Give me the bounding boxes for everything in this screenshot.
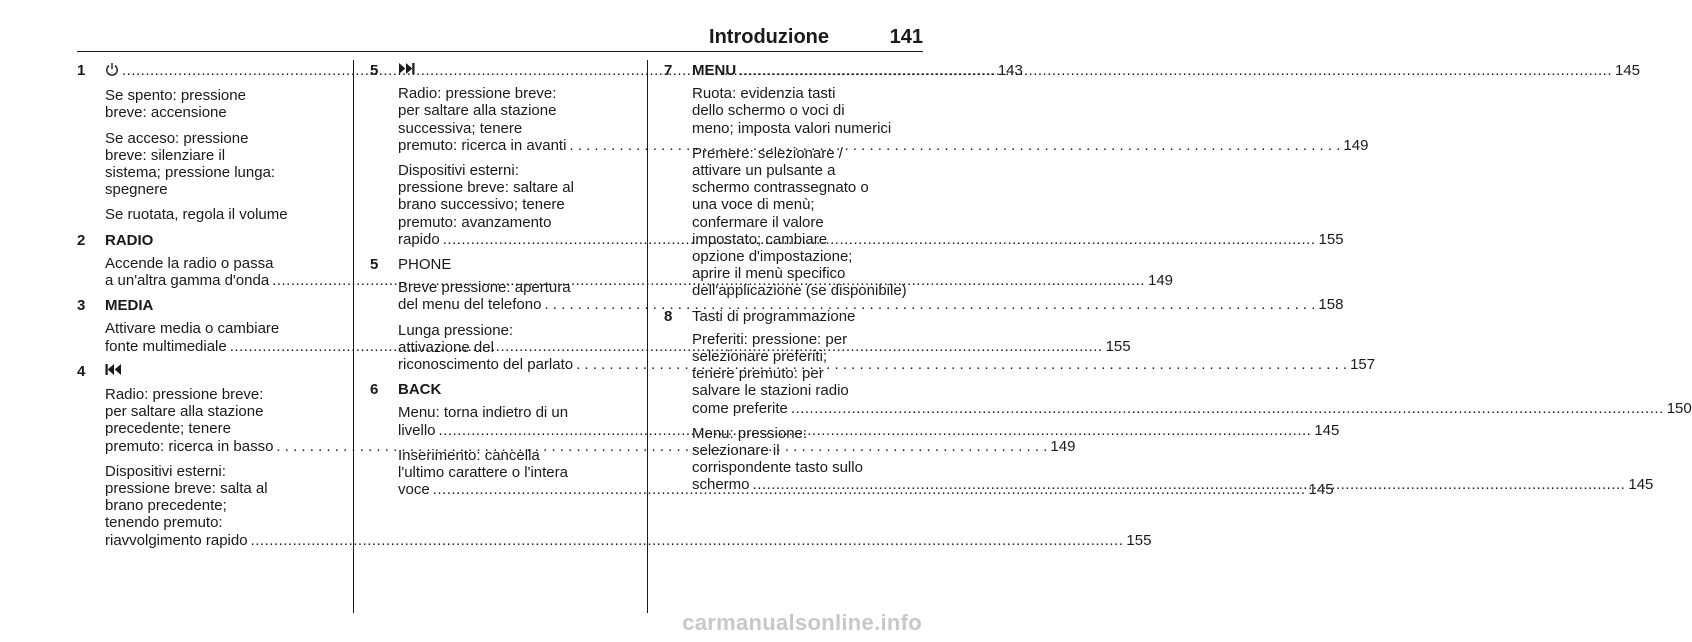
page-ref: 150 [1666, 399, 1692, 417]
item-2-head: 2 RADIO [77, 232, 337, 249]
page-header [77, 26, 923, 50]
paragraph: Accende la radio o passa a un'altra gamma d'onda ..... 149 [105, 255, 337, 289]
page-ref: 145 [1615, 62, 1641, 79]
page-ref: 145 [1314, 421, 1340, 439]
skip-back-icon [105, 363, 122, 380]
paragraph: Menu: torna indietro di un livello ..... 145 [398, 404, 632, 438]
page-ref: 149 [1050, 437, 1076, 455]
paragraph: Premere: selezionare / attivare un pulsante a schermo contrassegnato o una voce di menù; confermare il valore impostato; cambiare opzione d'impostazione; aprire il menù specifico dell'applicazione (se disponibile) [692, 144, 907, 300]
paragraph: Se acceso: pressione breve: silenziare il sistema; pressione lunga: spegnere [105, 129, 276, 199]
item-4-head: 4 [77, 363, 337, 380]
page-ref: 155 [1318, 230, 1344, 248]
item-5-phone-head: 5 PHONE [370, 256, 632, 273]
watermark: carmanualsonline.info [682, 610, 922, 635]
item-label: RADIO [105, 231, 154, 249]
page-ref: 155 [1126, 531, 1152, 549]
item-label: MENU [692, 62, 737, 79]
item-number: 1 [77, 62, 86, 79]
page-ref: 155 [1105, 337, 1131, 355]
paragraph: Dispositivi esterni: pressione breve: salta al brano precedente; tenendo premuto: riavvolgimento rapido ..... 155 [105, 463, 337, 549]
page-ref: 145 [1628, 476, 1654, 494]
paragraph: Preferiti: pressione: per selezionare preferiti; tenere premuto: per salvare le stazioni radio come preferite ..... 150 [692, 331, 926, 417]
paragraph: Dispositivi esterni: pressione breve: saltare al brano successivo; tenere premuto: avanzamento rapido ..... 155 [398, 162, 632, 248]
item-label: BACK [398, 381, 442, 399]
paragraph: Ruota: evidenzia tasti dello schermo o voci di meno; imposta valori numerici [692, 85, 892, 137]
page-number: 141 [889, 26, 923, 48]
column-divider-1 [353, 60, 354, 613]
paragraph: Se ruotata, regola il volume [105, 206, 288, 224]
item-6-head: 6 BACK [370, 381, 632, 398]
page-ref: 158 [1318, 296, 1344, 314]
skip-forward-icon [398, 62, 415, 79]
page-ref: 145 [1308, 481, 1334, 499]
page-ref: 149 [1148, 272, 1174, 290]
paragraph: Breve pressione: apertura del menu del telefono . . . 158 [398, 279, 632, 313]
page-ref: 157 [1350, 356, 1376, 374]
page-ref: 143 [997, 62, 1023, 79]
paragraph: Se spento: pressione breve: accensione [105, 87, 246, 122]
item-label: Tasti di programmazione [692, 307, 856, 325]
item-8-head: 8 Tasti di programmazione [664, 308, 926, 325]
item-label: PHONE [398, 256, 452, 274]
item-5-head: 5 [370, 62, 632, 79]
item-3-head: 3 MEDIA [77, 297, 337, 314]
page-ref: 149 [1343, 136, 1369, 154]
paragraph: Inserimento: cancella l'ultimo carattere o l'intera voce ..... 145 [398, 447, 632, 499]
page-title: Introduzione [709, 26, 829, 48]
paragraph: Radio: pressione breve: per saltare alla stazione precedente; tenere premuto: ricerca in basso . . . 149 [105, 386, 337, 455]
paragraph: Attivare media o cambiare fonte multimediale ..... 155 [105, 320, 337, 354]
paragraph: Lunga pressione: attivazione del riconoscimento del parlato . . . 157 [398, 322, 632, 374]
header-rule [77, 51, 923, 52]
item-7-head: 7 MENU ..... 145 [664, 62, 926, 79]
paragraph: Menu: pressione: selezionare il corrispondente tasto sullo schermo ..... 145 [692, 425, 926, 494]
item-label: MEDIA [105, 297, 154, 315]
paragraph: Radio: pressione breve: per saltare alla stazione successiva; tenere premuto: ricerca in avanti . . . 149 [398, 85, 632, 154]
power-icon [105, 62, 119, 81]
